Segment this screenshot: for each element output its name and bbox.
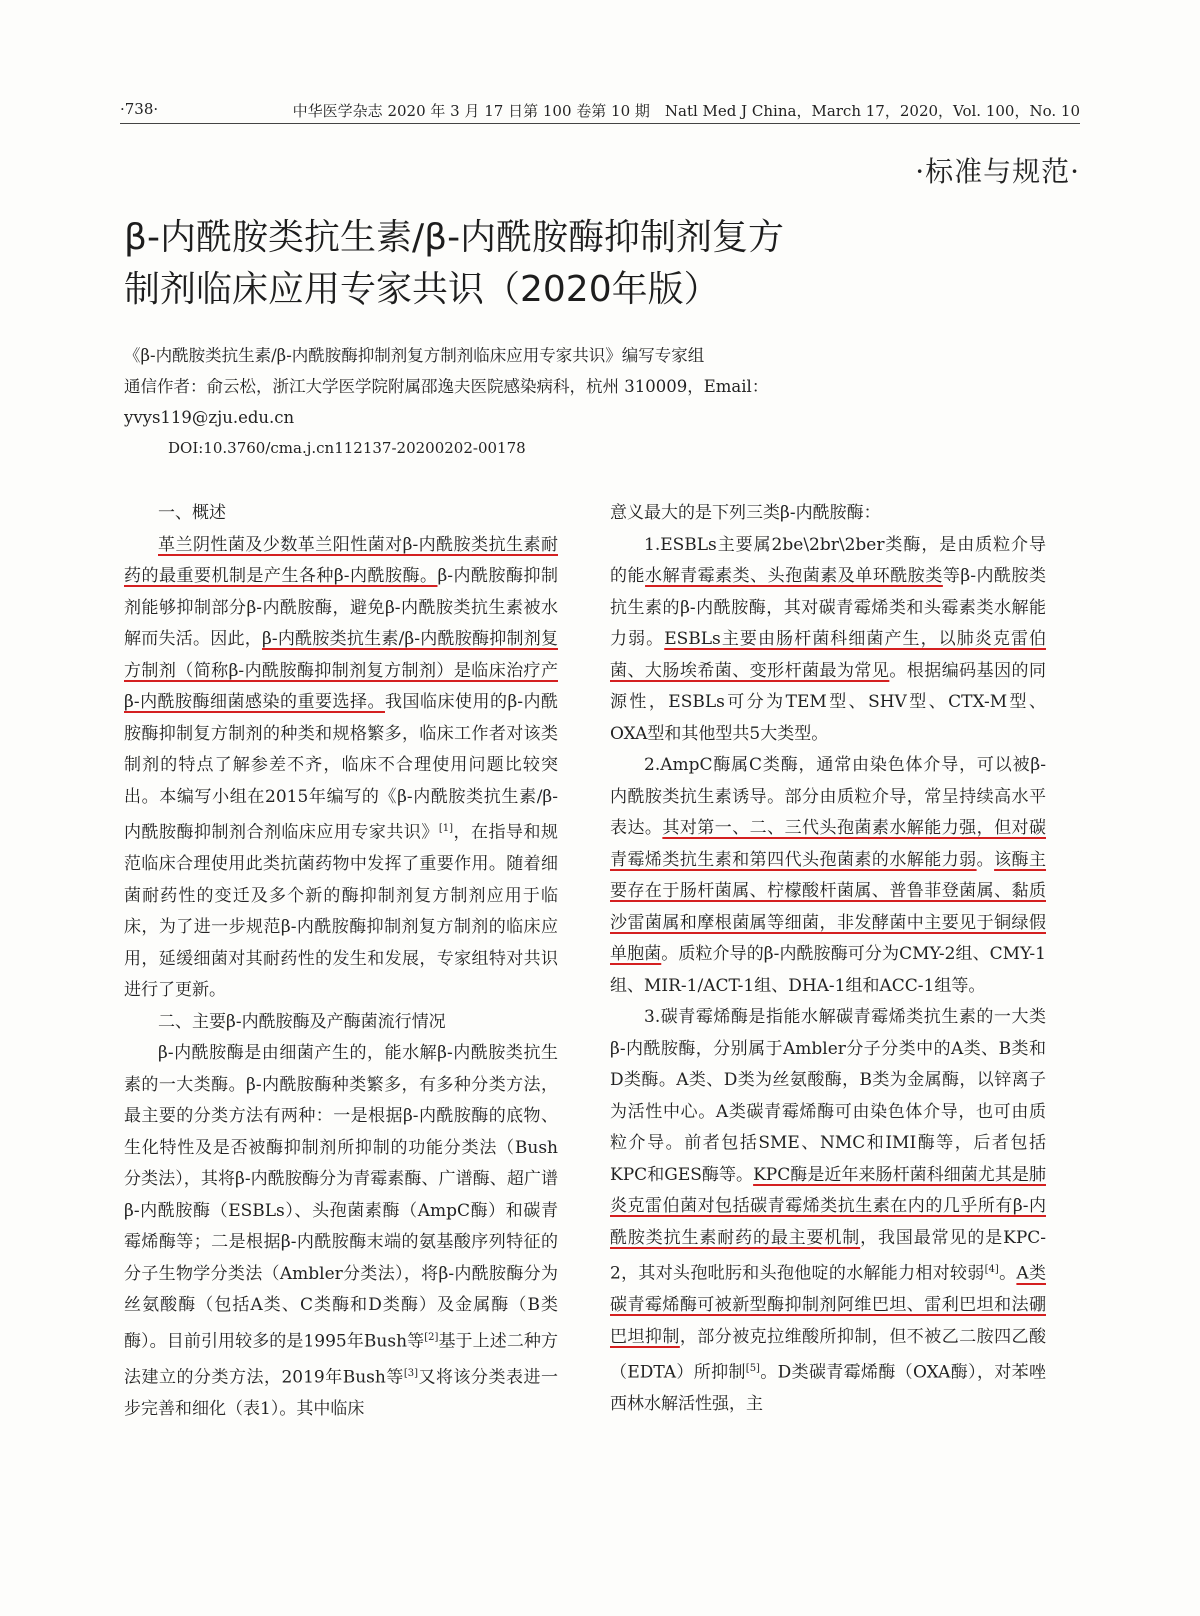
continued-text: 意义最大的是下列三类β-内酰胺酶： [610,503,881,523]
highlighted-text: 革兰阴性菌及少数革兰阳性菌对β-内酰胺类抗生素耐药的最重要机制是产生各种β-内酰胺酶。 [124,534,558,586]
body-text: 基于上述二种方法建立的分类方法，2019年Bush等 [124,1331,558,1388]
highlighted-text: A类碳青霉烯酶可被新型酶抑制剂阿维巴坦、雷利巴坦和法硼巴坦抑制 [610,1263,1046,1347]
body-text: 。质粒介导的β-内酰胺酶可分为CMY-2组、CMY-1组、MIR-1/ACT-1组、DHA-1组和ACC-1组等。 [610,944,1046,996]
body-text: 我国临床使用的β-内酰胺酶抑制复方制剂的种类和规格繁多，临床工作者对该类制剂的特点了解参差不齐，临床不合理使用问题比较突出。本编写小组在2015年编写的《β-内酰胺类抗生素/β-内酰胺酶抑制剂合剂临床应用专家共识》 [124,692,558,843]
highlighted-text: KPC酶是近年来肠杆菌科细菌尤其是肺炎克雷伯菌对包括碳青霉烯类抗生素在内的几乎所有β-内酰胺类抗生素耐药的最主要机制 [610,1164,1046,1248]
highlighted-text: 水解青霉素类、头孢菌素及单环酰胺类 [645,566,943,586]
author-group: 《β-内酰胺类抗生素/β-内酰胺酶抑制剂复方制剂临床应用专家共识》编写专家组 [124,346,705,365]
reference-mark: [5] [745,1363,760,1375]
paragraph-overview [124,530,558,1007]
highlighted-text: 该酶主要存在于肠杆菌属、柠檬酸杆菌属、普鲁菲登菌属、黏质沙雷菌属和摩根菌属等细菌，非发酵菌中主要见于铜绿假单胞菌 [610,849,1047,964]
body-text: ，部分被克拉维酸所抑制，但不被乙二胺四乙酸（EDTA）所抑制 [610,1326,1047,1383]
body-text: 2.AmpC酶属C类酶，通常由染色体介导，可以被β-内酰胺类抗生素诱导。部分由质粒介导，常呈持续高水平表达。 [610,755,1046,838]
reference-mark: [4] [984,1264,999,1275]
author-info [124,340,1074,464]
body-text: 。根据编码基因的同源性，ESBLs可分为TEM型、SHV型、CTX-M型、OXA型和其他型共5大类型。 [610,660,1047,744]
section-heading-enzymes: 二、主要β-内酰胺酶及产酶菌流行情况 [158,1011,446,1032]
email: yvys119@zju.edu.cn [124,408,295,427]
body-text: β-内酰胺酶抑制剂能够抑制部分β-内酰胺酶，避免β-内酰胺类抗生素被水解而失活。因此， [124,566,559,649]
reference-mark: [1] [438,823,454,834]
body-text: 。 [976,849,995,870]
highlighted-text: ESBLs主要由肠杆菌科细菌产生，以肺炎克雷伯菌、大肠埃希菌、变形杆菌最为常见 [610,629,1047,681]
page-number: ·738· [120,100,159,118]
doi: DOI:10.3760/cma.j.cn112137-20200202-00178 [168,439,526,457]
title-line-1: β-内酰胺类抗生素/β-内酰胺酶抑制剂复方 [124,217,785,258]
title-line-2: 制剂临床应用专家共识（2020年版） [124,269,720,310]
body-text: 等β-内酰胺类抗生素的β-内酰胺酶，其对碳青霉烯类和头霉素类水解能力弱。 [610,566,1047,649]
reference-mark: [3] [403,1367,419,1379]
body-text: 。 [998,1263,1017,1284]
paragraph-carbapenemase [610,1002,1046,1421]
body-text: ，在指导和规范临床合理使用此类抗菌药物中发挥了重要作用。随着细菌耐药性的变迁及多个新的酶抑制剂复方制剂应用于临床，为了进一步规范β-内酰胺酶抑制剂复方制剂的临床应用，延缓细菌对其耐药性的发生和发展，专家组特对共识进行了更新。 [124,822,559,1001]
body-text: β-内酰胺酶是由细菌产生的，能水解β-内酰胺类抗生素的一大类酶。β-内酰胺酶种类繁多，有多种分类方法，最主要的分类方法有两种：一是根据β-内酰胺酶的底物、生化特性及是否被酶抑制剂所抑制的功能分类法（Bush分类法），其将β-内酰胺酶分为青霉素酶、广谱酶、超广谱β-内酰胺酶（ESBLs）、头孢菌素酶（AmpC酶）和碳青霉烯酶等；二是根据β-内酰胺酶末端的氨基酸序列特征的分子生物学分类法（Ambler分类法），将β-内酰胺酶分为丝氨酸酶（包括A类、C类酶和D类酶）及金属酶（B类酶）。目前引用较多的是1995年Bush等 [124,1043,558,1352]
paragraph-enzymes [124,1038,558,1425]
journal-citation: 中华医学杂志 2020 年 3 月 17 日第 100 卷第 10 期 Natl Med J China，March 17，2020，Vol. 100，No. 10 [292,102,1080,120]
paragraph-ampc [610,750,1046,1002]
corresponding-author: 通信作者：俞云松，浙江大学医学院附属邵逸夫医院感染病科，杭州 310009，Email： [124,377,769,396]
body-text: 1.ESBLs主要属2be\2br\2ber类酶，是由质粒介导的能 [610,534,1046,586]
running-header [120,90,1080,124]
right-column [610,498,1046,1421]
highlighted-text: 其对第一、二、三代头孢菌素水解能力强，但对碳青霉烯类抗生素和第四代头孢菌素的水解能力弱 [610,818,1046,870]
reference-mark: [2] [424,1331,439,1343]
article-title [124,212,944,316]
highlighted-text: β-内酰胺类抗生素/β-内酰胺酶抑制剂复方制剂（简称β-内酰胺酶抑制剂复方制剂）是临床治疗产β-内酰胺酶细菌感染的重要选择。 [124,629,559,712]
paragraph-esbls [610,530,1046,751]
body-text: 又将该分类表进一步完善和细化（表1）。其中临床 [124,1367,558,1419]
body-text: ，我国最常见的是KPC-2，其对头孢吡肟和头孢他啶的水解能力相对较弱 [610,1227,1047,1284]
section-heading-overview: 一、概述 [158,503,226,523]
body-text: 3.碳青霉烯酶是指能水解碳青霉烯类抗生素的一大类β-内酰胺酶，分别属于Ambler分子分类中的A类、B类和D类酶。A类、D类为丝氨酸酶，B类为金属酶，以锌离子为活性中心。A类碳青霉烯酶可由染色体介导，也可由质粒介导。前者包括SME、NMC和IMI酶等，后者包括KPC和GES酶等。 [610,1007,1046,1185]
left-column [124,498,558,1425]
section-tag: ·标准与规范· [915,155,1080,188]
body-text: 。D类碳青霉烯酶（OXA酶），对苯唑西林水解活性强，主 [610,1362,1046,1415]
